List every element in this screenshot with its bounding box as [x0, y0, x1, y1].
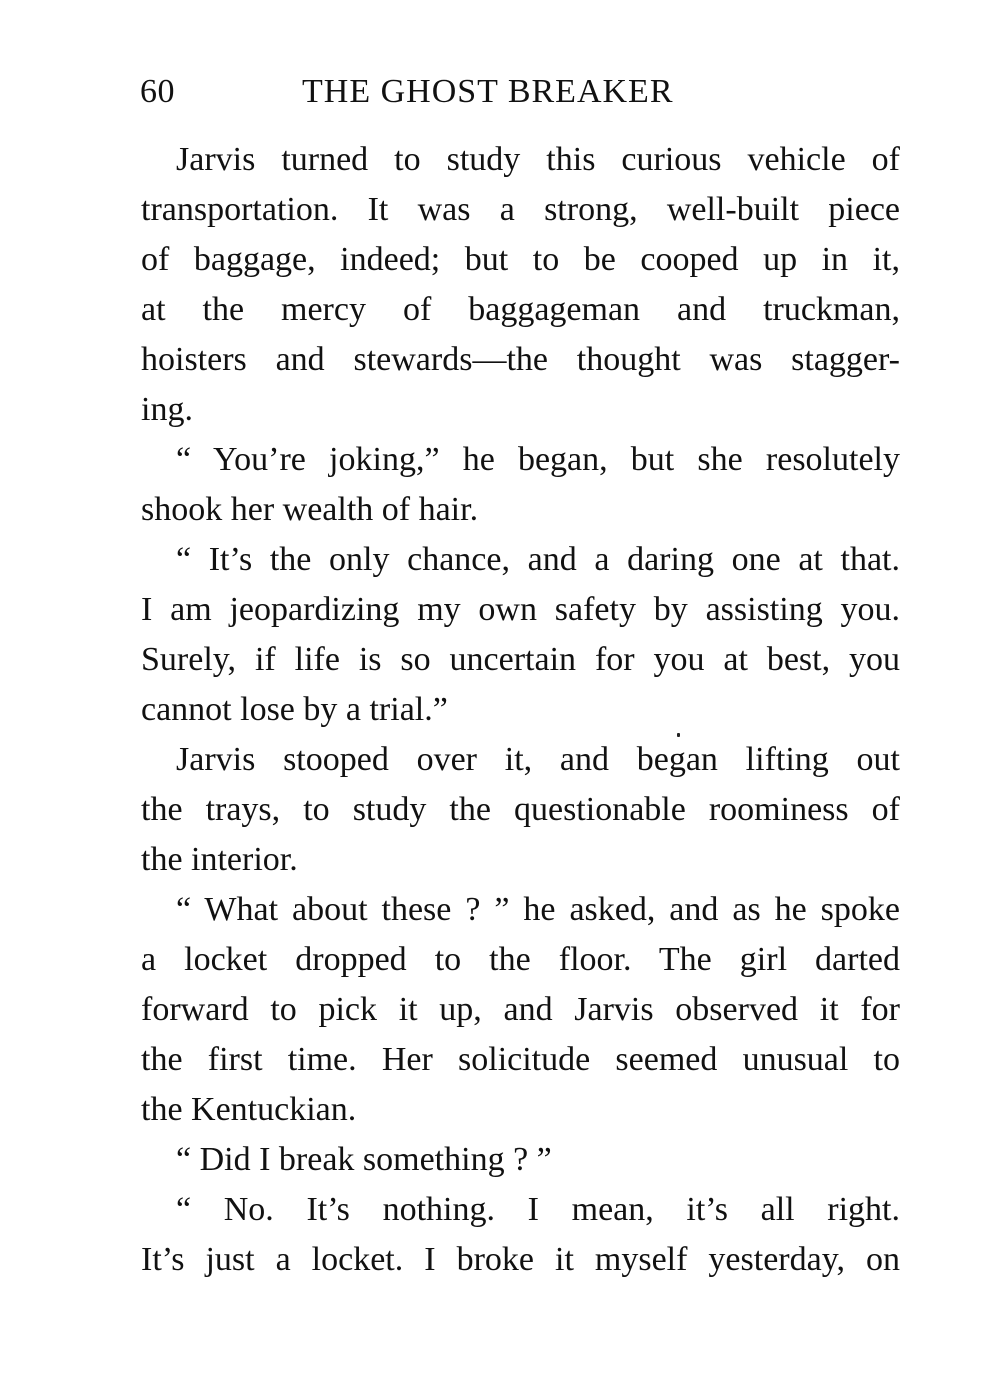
text-line: “ You’re joking,” he began, but she resolutely: [176, 441, 900, 478]
text-line: It’s just a locket. I broke it myself yesterday, on: [141, 1241, 900, 1278]
text-line: “ It’s the only chance, and a daring one at that.: [176, 541, 900, 578]
text-line: “ What about these ? ” he asked, and as he spoke: [176, 891, 900, 928]
text-line: ing.: [141, 391, 193, 428]
text-line: of baggage, indeed; but to be cooped up in it,: [141, 241, 900, 278]
page-number: 60: [140, 73, 175, 110]
text-line: a locket dropped to the floor. The girl darted: [141, 941, 900, 978]
text-line: the Kentuckian.: [141, 1091, 357, 1128]
text-line: I am jeopardizing my own safety by assisting you.: [141, 591, 900, 628]
text-line: “ Did I break something ? ”: [176, 1141, 552, 1178]
print-speck: [677, 733, 680, 737]
text-line: “ No. It’s nothing. I mean, it’s all right.: [176, 1191, 900, 1228]
text-line: forward to pick it up, and Jarvis observed it for: [141, 991, 900, 1028]
text-line: Jarvis stooped over it, and began lifting out: [176, 741, 900, 778]
text-line: transportation. It was a strong, well-built piece: [141, 191, 900, 228]
text-line: the interior.: [141, 841, 298, 878]
text-line: at the mercy of baggageman and truckman,: [141, 291, 900, 328]
text-line: Surely, if life is so uncertain for you at best, you: [141, 641, 900, 678]
running-head: [140, 68, 900, 116]
body-text: [141, 135, 900, 1285]
text-line: the first time. Her solicitude seemed unusual to: [141, 1041, 900, 1078]
text-line: Jarvis turned to study this curious vehicle of: [176, 141, 900, 178]
text-line: the trays, to study the questionable roominess of: [141, 791, 900, 828]
text-line: shook her wealth of hair.: [141, 491, 479, 528]
running-title: THE GHOST BREAKER: [302, 73, 674, 110]
text-line: hoisters and stewards—the thought was stagger-: [141, 341, 900, 378]
text-line: cannot lose by a trial.”: [141, 691, 448, 728]
